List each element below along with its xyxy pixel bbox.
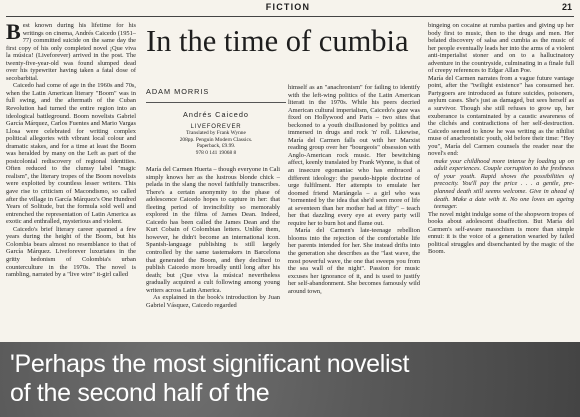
pullquote-line-2: of the second half of the: [10, 379, 270, 407]
paragraph: María del Carmen's late-teenage rebellion blooms into the rejection of the comfortable life her parents intended for her. She instead drifts into the generation she describes as the "last wave, the most powerful wave, the one that sweeps you from the sea wall of the night". Passion for music excuses her ignorance of it, and is used to justify her self-abandonment. She becomes famously wild around town,: [288, 227, 420, 295]
opening-paragraph: [6, 22, 136, 82]
book-isbn: 978 0 141 19068 8: [195, 149, 237, 156]
page-number: 21: [561, 2, 572, 12]
paragraph-text: est known during his lifetime for his writings on cinema, Andrés Caicedo (1951–77) committed suicide on the same day the first copy of his only completed novel ¡Que viva la música! (Liveforever) arrived in the post. The twenty-five-year-old was found slumped dead over his typewriter having taken a fatal dose of secobarbital.: [6, 22, 136, 82]
headline: In the time of cumbia: [146, 24, 409, 58]
block-quote: make your childhood more intense by loading up on adult experiences. Couple corruption to the freshness of your youth. Rapid shows the possibilities of precocity. You'll pay the price . . . a gentle, pre-planned death still seems welcome. Give in ahead of death. Make a date with it. No one loves an ageing teenager.: [434, 157, 574, 211]
paragraph: Caicedo had come of age in the 1960s and 70s, when the Latin American literary "Boom" was in full swing, and the aftermath of the Cuban Revolution had turned the entire region into an ideological battleground. Boom novelists Gabriel García Márquez, Carlos Fuentes and Mario Vargas Llosa were celebrated for writing complex political allegories with vibrant local colour and dramatic stakes, and for a time at least the Boom was heralded by many on the Left as part of the postcolonial rediscovery of regional identities. Often reduced to the clumsy label "magic realism", the literary tropes of the Boom novelists were exploited by countless lesser writers. This gave rise to criticism of Macondismo, so called after the village in García Márquez's One Hundred Years of Solitude, but the formula sold well and entrenched the representation of Latin America as exotic and enthralled, mysterious and violent.: [6, 82, 136, 226]
section-name: FICTION: [265, 2, 311, 12]
paragraph: Caicedo's brief literary career spanned a few years during the height of the Boom, but his Colombia bears almost no resemblance to that of García Márquez. Liveforever luxuriates in the gritty hedonism of Colombia's urban counterculture in the 1970s. The novel is rambling, narrated by a "live wire" it-girl called: [6, 225, 136, 279]
paragraph: bingeing on cocaine at rumba parties and giving up her body first to music, then to the drugs and men. Her belated discovery of salsa and cumbia as the music of her people eventually leads her into the arms of a violent anti-imperialist stoner and on to a hallucinatory adventure in the countryside, culminating in a finale full of creepy references to Edgar Allan Poe.: [428, 22, 574, 75]
paragraph: The novel might indulge some of the shopworn tropes of books about adolescent disaffection. But María del Carmen's self-aware masochism is more than simple ennui: it is the voice of a generation wearied by failed political struggles and disenchanted by the magic of the Boom.: [428, 210, 574, 256]
byline: ADAM MORRIS: [146, 87, 210, 96]
pullquote-line-1: 'Perhaps the most significant novelist: [10, 350, 410, 378]
book-format: Paperback, £9.99.: [196, 143, 236, 149]
pullquote-banner: [0, 342, 580, 417]
paragraph: María del Carmen Huerta – though everyone in Cali simply knows her as the lustrous blonde chick – pelada in the slang the novel faithfully transcribes. There's a certain anonymity to the phase of adolescence Caicedo hopes to capture in her: that fleeting period of invincibility so memorably explored in the films of James Dean. Indeed, Caicedo has been called the James Dean and the Kurt Cobain of Colombian letters. Unlike them, however, he didn't become an international icon. Spanish-language publishing is still largely controlled by the same tastemakers in Barcelona that generated the Boom, and they declined to publish Caicedo more broadly until long after his death; but ¡Que viva la música! nevertheless gradually acquired a cult following among young writers across Latin America.: [146, 166, 280, 294]
article-column-2: [146, 166, 280, 340]
paragraph: himself as an "anachronism" for failing to identify with the left-wing politics of the Latin American literati in the 1970s. While his peers decried American cultural imperialism, Caicedo's gaze was fixed on Hollywood and Paris – two sites that beckoned to a youth disillusioned by politics and immersed in drugs and rock 'n' roll. Likewise, María del Carmen falls out with her Marxist reading group over her "bourgeois" obsession with Anglo-American rock music. Her bewitching affect, keenly translated by Frank Wynne, is that of an insecure egomaniac who has embraced a different ideology: the pseudo-hippie doctrine of urge fulfilment. Her attempts to emulate her doomed friend Mariángela – a girl who was "tormented by the idea that she'd seen more of life at seventeen than her mother had at fifty" – teach her that dazzling every eye at every party will require her to burn hot and flame out.: [288, 84, 420, 227]
book-author: Andrés Caicedo: [183, 110, 249, 119]
article-column-3: [288, 84, 420, 340]
page-header: [6, 2, 574, 17]
paragraph: María del Carmen narrates from a vague future vantage point, after the "twilight existence" has consumed her. Partygoers are introduced as future suicides, poisoners, asylum cases. She's just as damaged, but sees herself as a survivor. Though she still refuses to grow up, her exuberance is contaminated by a caustic awareness of the clichés and contradictions of her self-destruction. Caicedo seemed to know he was writing as the nihilist muse of anachronistic youth, old before their time: "Hey you", María del Carmen counsels the reader near the novel's end:: [428, 74, 574, 158]
book-details: [146, 102, 286, 156]
drop-cap: B: [6, 22, 21, 44]
paragraph: As explained in the book's introduction by Juan Gabriel Vásquez, Caicedo regarded: [146, 294, 280, 309]
article-column-1: [6, 22, 136, 340]
book-publisher: 208pp. Penguin Modern Classics.: [179, 136, 253, 143]
book-translator: Translated by Frank Wynne: [186, 130, 246, 136]
article-column-4: [428, 22, 574, 340]
book-title: LIVEFOREVER: [190, 124, 242, 130]
